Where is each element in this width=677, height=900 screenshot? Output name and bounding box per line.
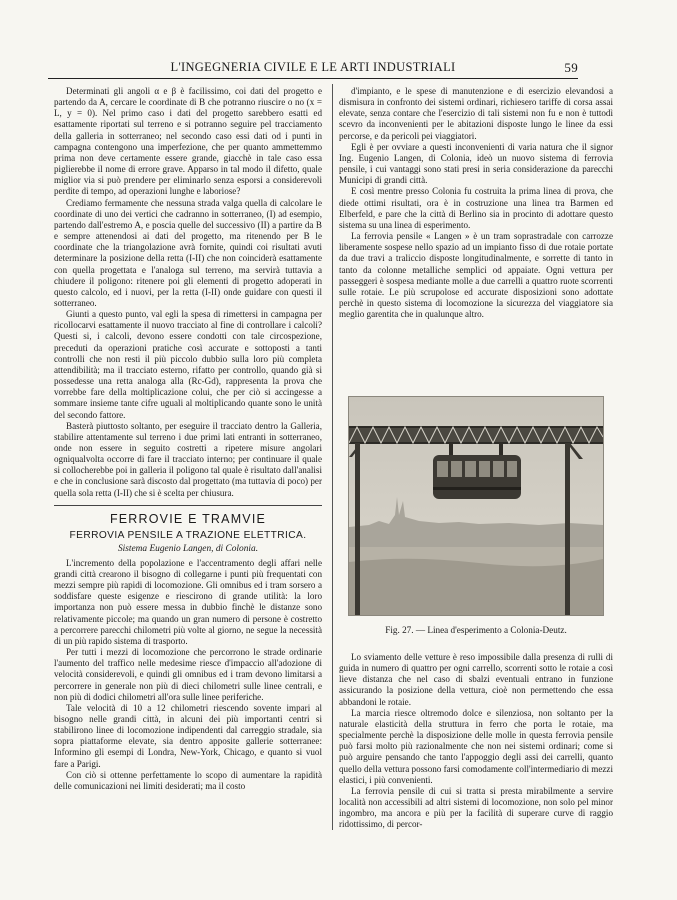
page-number: 59 — [564, 60, 578, 75]
right-column — [339, 86, 613, 320]
paragraph: L'incremento della popolazione e l'accentramento degli affari nelle grandi città crearono il bisogno di collegarne i punti più frequentati con mezzi sempre più rapidi di locomozione. Gli omnibus ed i tram sorsero a soddisfare queste esigenze e riescirono di grande utilità: la loro importanza non può essere messa in dubbio finchè le distanze sono relativamente piccole; ma quando un gran numero di persone è costretto a percorrere parecchi chilometri più volte al giorno, ne segue la necessità di un più rapido sistema di trasporto. — [54, 557, 322, 646]
paragraph: E così mentre presso Colonia fu costruita la prima linea di prova, che diede ottimi risultati, ora è in costruzione una linea tra Barmen ed Elberfeld, e pare che la città di Berlino sia in procinto di adottare questo sistema su una linea di esperimento. — [339, 186, 613, 230]
column-divider — [332, 84, 333, 830]
paragraph: Basterà piuttosto soltanto, per eseguire il tracciato dentro la Galleria, stabilire attentamente sul terreno i due primi lati entranti in sotterraneo, onde non essere in seguito costretti a ripetere misure angolari ogniqualvolta occorre di fare il tracciato interno; per continuare il quale si collocherebbe poi in galleria il poligono tal quale è risultato dall'analisi e che in conclusione sarà discosto dal progettato (ma tuttavia di poco) per quella sola retta (I-II) che si è scelta per chiusura. — [54, 420, 322, 498]
journal-title: L'INGEGNERIA CIVILE E LE ARTI INDUSTRIALI — [170, 60, 456, 74]
paragraph: Lo sviamento delle vetture è reso impossibile dalla presenza di rulli di guida in numero di quattro per ogni carrello, scorrenti sotto le rotaie a così lieve distanza che nel caso di sbalzi eventuali entrano in funzione assicurando la posizione della vettura, cioè non permettendo che essa abbandoni le rotaie. — [339, 652, 613, 707]
article-title: FERROVIA PENSILE A TRAZIONE ELETTRICA. — [69, 529, 307, 541]
truss-girder — [349, 427, 603, 443]
paragraph: Crediamo fermamente che nessuna strada valga quella di calcolare le coordinate di uno dei vertici che cadranno in sotterraneo, (I) ad esempio, partendo dall'estremo A, e poscia quelle del successivo (II) a partire da B e sempre attenendosi ai dati del progetto, ma ritenendo per B le coordinate che la triangolazione avrà fornite, quindi coi risultati avuti determinare la posizione della retta (I-II) che non coinciderà esattamente con quella progettata e l'analoga sul terreno, ma servirà tuttavia a chiudere il poligono: ritenere poi gli elementi di progetto adoperati in questo calcolo, ed i nuovi, per la retta (I-II) onde guidare con questi il sotterraneo. — [54, 197, 322, 308]
paragraph: Giunti a questo punto, val egli la spesa di rimettersi in campagna per ricollocarvi esattamente il nuovo tracciato al fine di controllare i calcoli? Questi si, i calcoli, devono essere condotti con tale circospezione, preceduti da operazioni pratiche così accurate e sottoposti a tanti controlli che non resti il più piccolo dubbio sulla loro più completa attendibilità; ma il tracciato esterno, rifatto per controllo, quando già si possedesse una retta analoga alla (Rc-Gd), rappresenta la prova che vorrebbe fare della moltiplicazione colui, che per ciò si accingesse a sommare insieme tante cifre uguali al moltiplicando quante sono le unità del secondo fattore. — [54, 309, 322, 420]
section-rule — [54, 505, 322, 506]
paragraph: Egli è per ovviare a questi inconvenienti di varia natura che il signor Ing. Eugenio Langen, di Colonia, ideò un nuovo sistema di ferrovia pensile, i cui vantaggi sono stati presi in seria considerazione da parecchi Municipi di grandi città. — [339, 141, 613, 186]
paragraph: Determinati gli angoli α e β è facilissimo, coi dati del progetto e partendo da A, cercare le coordinate di B che potranno riuscire o no (x = L, y = 0). Nel primo caso i dati del progetto sarebbero esatti ed esattamente riportati sul terreno e si potranno seguire pel tracciamento della galleria in sotterraneo; nel secondo caso essi dati od i punti in campagna contengono una imperfezione, che per quanto ammettemmo prima non deve certamente essere grande, giacchè in tale caso essa piglierebbe il nome di errore grave. Apparso in tal modo il difetto, quale miglior via si può prendere per eliminarlo senza esporsi a considerevoli perdite di tempo, ad operazioni lunghe e laboriose? — [54, 86, 322, 197]
figure-caption: Fig. 27. — Linea d'esperimento a Colonia-Deutz. — [385, 625, 567, 635]
left-column — [54, 86, 322, 792]
right-column-lower — [339, 652, 613, 831]
paragraph: Per tutti i mezzi di locomozione che percorrono le strade ordinarie l'aumento del traffico nelle medesime riesce d'impaccio all'adozione di velocità considerevoli, e quindi gli omnibus ed i tram devono limitarsi a percorrere in generale non più di dieci chilometri sulle linee centrali, e non più di dodici chilometri all'ora sulle linee periferiche. — [54, 647, 322, 702]
article-subtitle: Sistema Eugenio Langen, di Colonia. — [117, 543, 259, 554]
section-title: FERROVIE E TRAMVIE — [109, 511, 267, 526]
paragraph: d'impianto, e le spese di manutenzione e di esercizio elevandosi a dismisura in confronto dei sistemi ordinari, richiesero tariffe di corsa assai elevate, senza contare che l'esercizio di tali sistemi non fu e non è tuttodì scevro da inconvenienti per le abitazioni disposte lungo le linee da essi percorse, e da pericoli pei viaggiatori. — [339, 86, 613, 141]
running-header — [48, 58, 578, 76]
figure-suspended-railway — [348, 396, 604, 616]
paragraph: La marcia riesce oltremodo dolce e silenziosa, non soltanto per la naturale elasticità della struttura in ferro che porta le rotaie, ma specialmente perchè la disposizione delle molle in questa ferrovia pensile può farsi molto più razionalmente che non nei sistemi ordinari; come si può arguire pensando che tanto l'appoggio degli assi dei carrelli, quanto quello della vettura possono farsi comodamente coll'intermediario di mezzi elastici, i più convenienti. — [339, 707, 613, 785]
paragraph: Con ciò si ottenne perfettamente lo scopo di aumentare la rapidità delle comunicazioni nei limiti desiderati; ma il costo — [54, 769, 322, 791]
paragraph: La ferrovia pensile di cui si tratta si presta mirabilmente a servire località non accessibili ad altri sistemi di locomozione, non solo pel minor ingombro, ma ancora e più per la facilità di superare curve di raggio ridottissimo, di percor- — [339, 785, 613, 830]
paragraph: Tale velocità di 10 a 12 chilometri riescendo sovente impari al bisogno nelle grandi città, in alcuni dei più importanti centri si stabilirono linee di locomozione indipendenti dal carreggio stradale, sia sopra piattaforme elevate, sia dentro apposite gallerie sotterranee: Informino gli esempi di Londra, New-York, Chicago, e quanto si vuol fare a Parigi. — [54, 702, 322, 769]
paragraph: La ferrovia pensile « Langen » è un tram soprastradale con carrozze liberamente sospese nello spazio ad un impianto fisso di due rotaie portate da due travi a traliccio disposte longitudinalmente, e sorrette di tanto in tanto da colonne metalliche semplici od appaiate. Ogni vettura per passeggeri è sospesa mediante molle a due carrelli a quattro ruote scorrenti sulle rotaie. Le più scrupolose ed accurate disposizioni sono adottate perchè in questo sistema di locomozione la sicurezza del viaggiatore sia meglio garentita che in qualunque altro. — [339, 231, 613, 320]
header-rule — [48, 78, 578, 79]
suspended-railway-illustration — [349, 397, 603, 615]
